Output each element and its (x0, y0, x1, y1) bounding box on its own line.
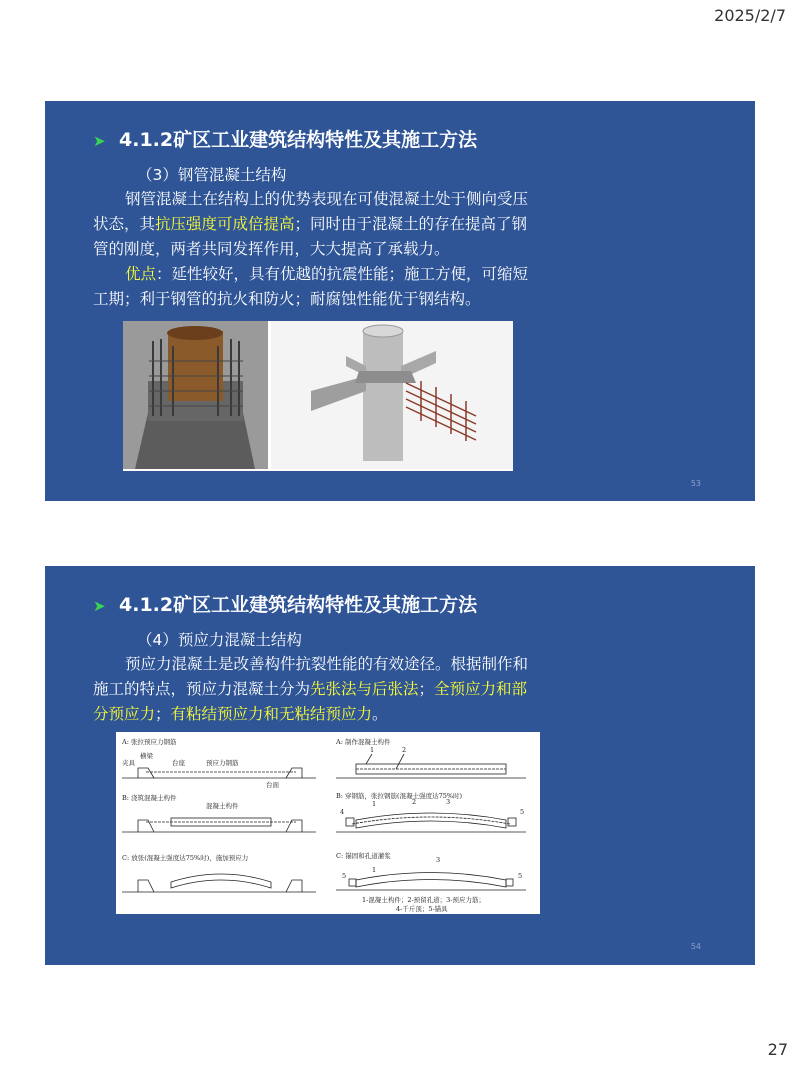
diagram-label: C: 锚固和孔道灌浆 (336, 852, 391, 860)
arrow-bullet-icon: ➤ (93, 132, 106, 150)
arrow-bullet-icon: ➤ (93, 597, 106, 615)
diagram-label: 预应力钢筋 (206, 759, 239, 767)
diagram-label: A: 张拉预应力钢筋 (122, 738, 177, 746)
slide-title: ➤ 4.1.2矿区工业建筑结构特性及其施工方法 (93, 594, 478, 616)
highlight-text: 有粘结预应力和无粘结预应力 (170, 705, 373, 723)
highlight-text: 抗压强度可成倍提高 (155, 215, 295, 233)
svg-text:1: 1 (372, 800, 377, 808)
diagram-legend: 1-混凝土构件；2-预留孔道；3-预应力筋； (362, 896, 485, 904)
slide-title: ➤ 4.1.2矿区工业建筑结构特性及其施工方法 (93, 129, 478, 151)
svg-text:1: 1 (370, 746, 375, 754)
page-number: 27 (767, 1040, 788, 1059)
svg-text:5: 5 (520, 808, 525, 816)
diagram-label: 横梁 (140, 752, 153, 760)
steel-tube-photo (123, 321, 268, 469)
body-paragraph: 钢管混凝土在结构上的优势表现在可使混凝土处于侧向受压 状态，其抗压强度可成倍提高；同时由于混凝土的存在提高了钢 管的刚度，两者共同发挥作用，大大提高了承载力。 优点：延性较好，具有优越的抗震性能；施工方便，可缩短 工期；利于钢管的抗火和防火；耐腐蚀性能优于钢结构。 (93, 190, 529, 308)
section-heading: （4）预应力混凝土结构 (137, 631, 302, 649)
slide-number: 53 (690, 479, 701, 488)
slide-53 (45, 101, 755, 501)
svg-text:3: 3 (436, 856, 441, 864)
svg-text:5: 5 (342, 872, 347, 880)
diagram-label: 台面 (266, 781, 279, 789)
diagram-label: 夹具 (122, 759, 135, 767)
svg-text:3: 3 (446, 798, 451, 806)
svg-text:1: 1 (372, 866, 377, 874)
highlight-text: 全预应力和部 (434, 680, 528, 698)
svg-text:2: 2 (402, 746, 407, 754)
prestress-diagram (116, 732, 540, 914)
diagram-label: A: 制作混凝土构件 (336, 738, 391, 746)
print-date: 2025/2/7 (714, 6, 786, 25)
diagram-label: B: 穿钢筋，张拉钢筋(混凝土强度达75%时) (336, 792, 463, 800)
svg-text:2: 2 (412, 798, 417, 806)
joint-3d-render (271, 321, 513, 469)
svg-text:5: 5 (518, 872, 523, 880)
body-paragraph: 预应力混凝土是改善构件抗裂性能的有效途径。根据制作和 施工的特点，预应力混凝土分为先张法与后张法；全预应力和部 分预应力；有粘结预应力和无粘结预应力。 (93, 655, 529, 723)
svg-text:4: 4 (340, 808, 345, 816)
highlight-text: 分预应力 (93, 705, 156, 723)
diagram-legend: 4-千斤顶；5-锚具 (396, 905, 448, 913)
slide-number: 54 (690, 942, 701, 951)
figure-panel (123, 321, 513, 471)
highlight-text: 先张法与后张法 (310, 680, 419, 698)
diagram-label: 混凝土构件 (206, 802, 239, 810)
diagram-label: 台座 (172, 759, 185, 767)
section-heading: （3）钢管混凝土结构 (137, 166, 287, 184)
diagram-label: B: 浇筑混凝土构件 (122, 794, 177, 802)
diagram-label: C: 放张(混凝土强度达75%时)，施加预应力 (122, 854, 249, 862)
highlight-text: 优点 (125, 265, 157, 283)
slide-54 (45, 566, 755, 965)
